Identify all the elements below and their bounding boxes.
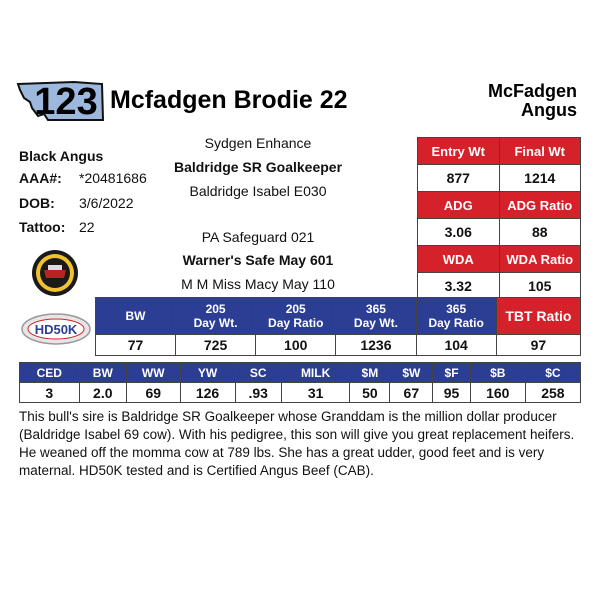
bw-value: 77 [96,335,176,356]
205-day-ratio-header-top: 205 [285,302,306,316]
365-day-ratio-header [416,298,496,335]
hd50k-logo-text: HD50K [34,322,78,337]
tbt-ratio-value: 97 [496,335,580,356]
365-day-ratio-header-top: 365 [446,302,467,316]
epd-header-sc: SC [235,363,281,383]
lot-number: 123 [34,81,98,123]
ranch-name-line2: Angus [521,100,577,120]
365-day-ratio-value: 104 [416,335,496,356]
registration-label: AAA#: [19,170,62,186]
epd-header-milk: MILK [281,363,350,383]
tattoo-row [19,219,95,235]
tattoo-value: 22 [79,219,95,235]
pedigree-dam-sire: PA Safeguard 021 [201,229,315,245]
wda-value: 3.32 [418,273,500,300]
205-day-wt-header [176,298,256,335]
adg-header: ADG [418,192,500,219]
wda-ratio-value: 105 [499,273,581,300]
certified-angus-beef-logo-icon [30,248,80,298]
205-day-wt-value: 725 [176,335,256,356]
description-text: This bull's sire is Baldridge SR Goalkeeper whose Granddam is the million dollar producer (Baldridge Isabel 69 cow). With his pedigree, this son will give you great replacement heifers. He weaned off the momma cow at 789 lbs. She has a great udder, good feet and is very maternal. HD50K tested and is Certified Angus Beef (CAB). [19,409,575,478]
weight-table [95,297,581,356]
365-day-wt-value: 1236 [336,335,416,356]
wda-header: WDA [418,246,500,273]
365-day-ratio-header-bottom: Day Ratio [428,316,484,330]
pedigree-sire: Baldridge SR Goalkeeper [173,159,343,175]
205-day-wt-header-top: 205 [205,302,226,316]
pedigree-sire-dam: Baldridge Isabel E030 [189,183,327,199]
epd-header-w: $W [390,363,433,383]
adg-ratio-value: 88 [499,219,581,246]
ranch-name-line1: McFadgen [487,81,577,101]
pedigree-dam: Warner's Safe May 601 [182,252,334,268]
animal-name: Mcfadgen Brodie 22 [110,86,348,114]
365-day-wt-header-top: 365 [365,302,386,316]
registration-row [19,170,147,186]
epd-header-m: $M [350,363,390,383]
epd-value-w: 67 [390,383,433,403]
dob-row [19,195,134,211]
365-day-wt-header-bottom: Day Wt. [353,316,398,330]
performance-table [417,137,581,300]
epd-header-f: $F [433,363,470,383]
breed: Black Angus [19,148,104,164]
epd-value-milk: 31 [281,383,350,403]
205-day-ratio-header [256,298,336,335]
ranch-name [430,82,577,120]
205-day-ratio-header-bottom: Day Ratio [268,316,324,330]
epd-value-f: 95 [433,383,470,403]
epd-value-ced: 3 [20,383,80,403]
epd-header-yw: YW [180,363,235,383]
epd-header-ww: WW [127,363,180,383]
epd-value-c: 258 [525,383,580,403]
dob-label: DOB: [19,195,55,211]
205-day-ratio-value: 100 [256,335,336,356]
epd-value-b: 160 [470,383,525,403]
wda-ratio-header: WDA Ratio [499,246,581,273]
registration-value: *20481686 [79,170,147,186]
epd-value-m: 50 [350,383,390,403]
entry-wt-header: Entry Wt [418,138,500,165]
tbt-ratio-header: TBT Ratio [496,298,580,335]
epd-value-bw: 2.0 [79,383,126,403]
epd-value-yw: 126 [180,383,235,403]
pedigree-dam-dam: M M Miss Macy May 110 [181,276,335,292]
epd-header-c: $C [525,363,580,383]
epd-value-row [20,383,581,403]
bw-header [96,298,176,335]
epd-header-bw: BW [79,363,126,383]
bw-header-label: BW [125,309,146,323]
tattoo-label: Tattoo: [19,219,66,235]
205-day-wt-header-bottom: Day Wt. [193,316,238,330]
epd-header-ced: CED [20,363,80,383]
final-wt-header: Final Wt [499,138,581,165]
epd-value-ww: 69 [127,383,180,403]
adg-value: 3.06 [418,219,500,246]
epd-table [19,362,581,403]
epd-value-sc: .93 [235,383,281,403]
365-day-wt-header [336,298,416,335]
hd50k-logo-icon [20,312,92,346]
pedigree-sire-sire: Sydgen Enhance [204,135,312,151]
entry-wt-value: 877 [418,165,500,192]
final-wt-value: 1214 [499,165,581,192]
adg-ratio-header: ADG Ratio [499,192,581,219]
epd-header-b: $B [470,363,525,383]
epd-header-row [20,363,581,383]
dob-value: 3/6/2022 [79,195,134,211]
